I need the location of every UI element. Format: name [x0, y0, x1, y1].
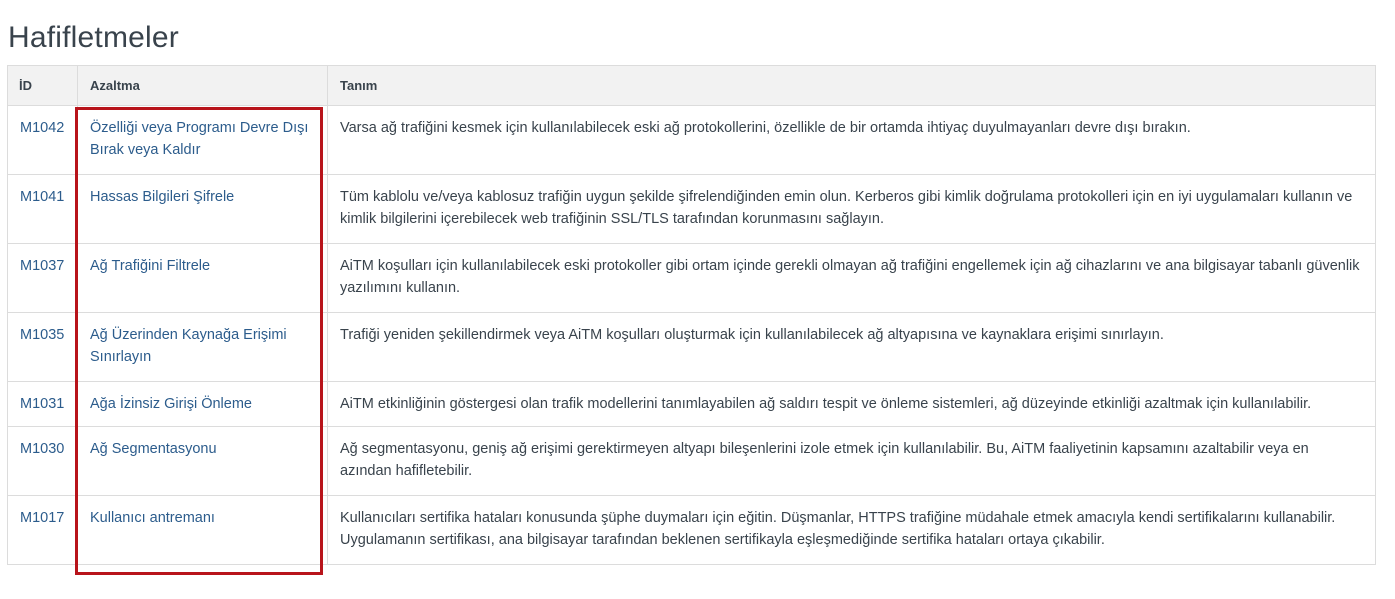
cell-name [78, 313, 328, 382]
mitigation-name-link[interactable]: Özelliği veya Programı Devre Dışı Bırak veya Kaldır [90, 120, 309, 158]
mitigation-name-link[interactable]: Ağ Üzerinden Kaynağa Erişimi Sınırlayın [90, 327, 287, 365]
mitigation-id-link[interactable]: M1037 [20, 258, 65, 274]
cell-description: AiTM koşulları için kullanılabilecek eski protokoller gibi ortam içinde gerekli olmayan ağ trafiğini engellemek için ağ cihazlarını ve ana bilgisayar tabanlı güvenlik yazılımını kullanın. [328, 244, 1376, 313]
table-row [8, 244, 1376, 313]
cell-description: Ağ segmentasyonu, geniş ağ erişimi gerektirmeyen altyapı bileşenlerini izole etmek için kullanılabilir. Bu, AiTM faaliyetinin kapsamını azaltabilir veya en azından hafifletebilir. [328, 427, 1376, 496]
mitigation-name-link[interactable]: Ağ Trafiğini Filtrele [90, 258, 211, 274]
mitigation-name-link[interactable]: Kullanıcı antremanı [90, 510, 215, 526]
mitigation-id-link[interactable]: M1035 [20, 327, 65, 343]
cell-id [8, 175, 78, 244]
cell-id [8, 496, 78, 565]
cell-id [8, 427, 78, 496]
mitigation-id-link[interactable]: M1041 [20, 189, 65, 205]
page-title: Hafifletmeler [8, 21, 179, 54]
mitigation-name-link[interactable]: Hassas Bilgileri Şifrele [90, 189, 235, 205]
cell-id [8, 106, 78, 175]
cell-name [78, 175, 328, 244]
cell-description: Kullanıcıları sertifika hataları konusunda şüphe duymaları için eğitin. Düşmanlar, HTTPS trafiğine müdahale etmek amacıyla kendi sertifikalarını kullanabilir. Uygulamanın sertifikası, ana bilgisayar tarafından beklenen sertifikayla eşleşmediğinde sertifika hataları ortaya çıkabilir. [328, 496, 1376, 565]
cell-name [78, 244, 328, 313]
cell-id [8, 313, 78, 382]
table-row [8, 496, 1376, 565]
table-row [8, 382, 1376, 427]
table-row [8, 175, 1376, 244]
cell-description: Varsa ağ trafiğini kesmek için kullanılabilecek eski ağ protokollerini, özellikle de bir ortamda ihtiyaç duyulmayanları devre dışı bırakın. [328, 106, 1376, 175]
table-row [8, 427, 1376, 496]
mitigation-id-link[interactable]: M1042 [20, 120, 65, 136]
table-row [8, 106, 1376, 175]
mitigation-id-link[interactable]: M1030 [20, 441, 65, 457]
mitigation-id-link[interactable]: M1031 [20, 396, 65, 412]
header-id: İD [8, 66, 78, 106]
table-header-row [8, 66, 1376, 106]
cell-description: Trafiği yeniden şekillendirmek veya AiTM koşulları oluşturmak için kullanılabilecek ağ altyapısına ve kaynaklara erişimi sınırlayın. [328, 313, 1376, 382]
mitigations-table [7, 65, 1376, 565]
cell-id [8, 244, 78, 313]
header-name: Azaltma [78, 66, 328, 106]
cell-name [78, 496, 328, 565]
mitigation-name-link[interactable]: Ağ Segmentasyonu [90, 441, 217, 457]
mitigation-id-link[interactable]: M1017 [20, 510, 65, 526]
table-row [8, 313, 1376, 382]
cell-id [8, 382, 78, 427]
cell-name [78, 382, 328, 427]
mitigation-name-link[interactable]: Ağa İzinsiz Girişi Önleme [90, 396, 252, 412]
cell-description: Tüm kablolu ve/veya kablosuz trafiğin uygun şekilde şifrelendiğinden emin olun. Kerberos gibi kimlik doğrulama protokolleri için en iyi uygulamaları kullanın ve kimlik bilgilerini içerebilecek web trafiğinin SSL/TLS tarafından korunmasını sağlayın. [328, 175, 1376, 244]
cell-description: AiTM etkinliğinin göstergesi olan trafik modellerini tanımlayabilen ağ saldırı tespit ve önleme sistemleri, ağ düzeyinde etkinliği azaltmak için kullanılabilir. [328, 382, 1376, 427]
cell-name [78, 427, 328, 496]
header-description: Tanım [328, 66, 1376, 106]
cell-name [78, 106, 328, 175]
